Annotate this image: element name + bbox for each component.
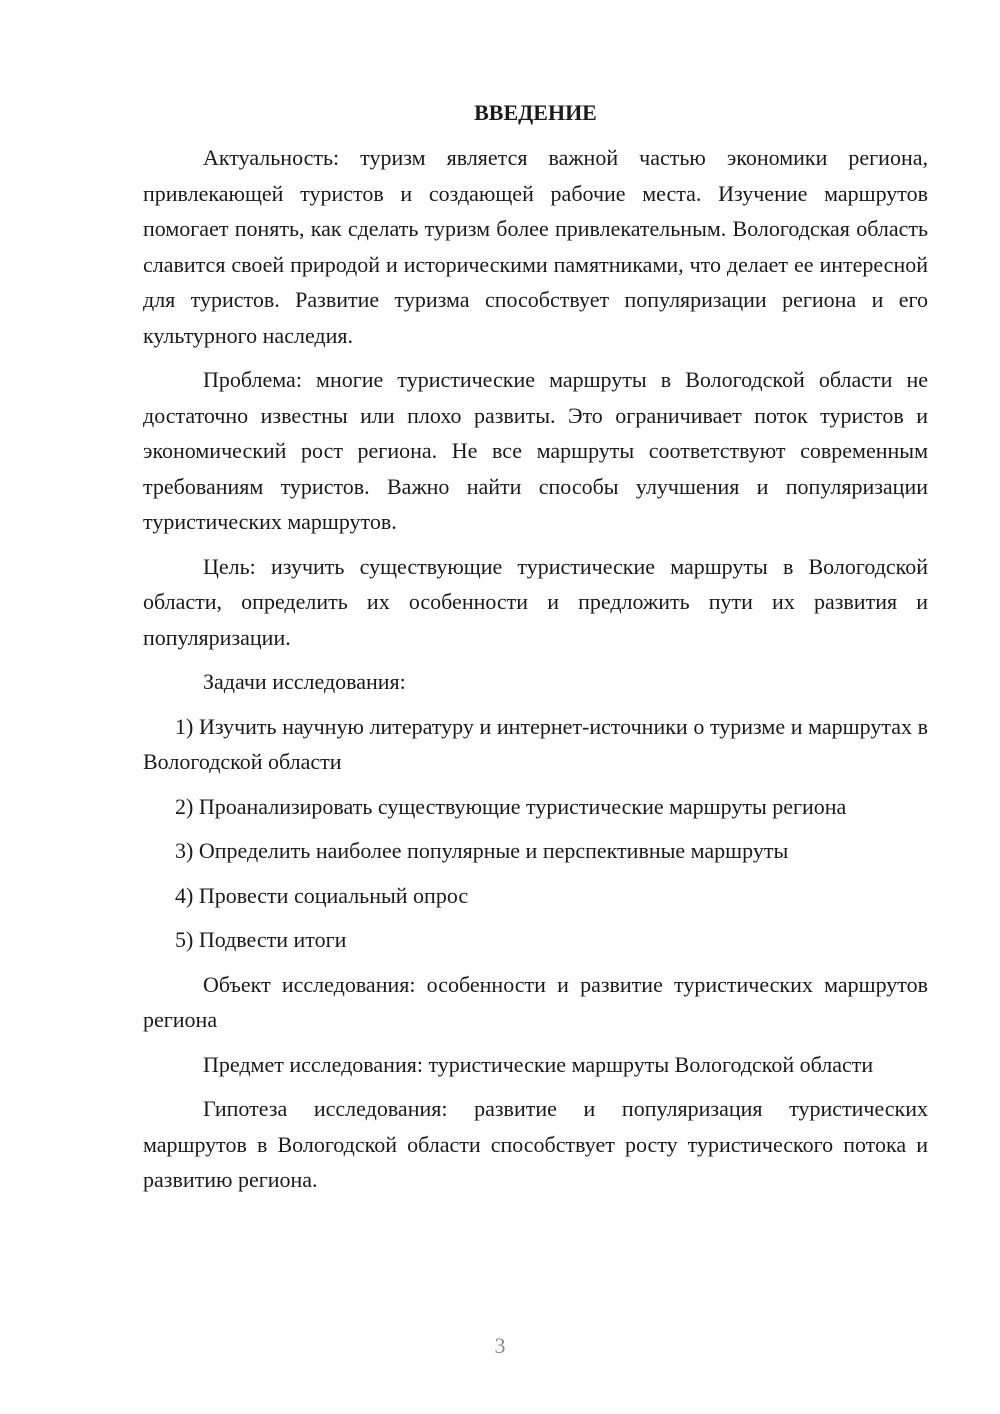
paragraph-object: Объект исследования: особенности и развитие туристических маршрутов региона [143,971,928,1032]
task-item: 1) Изучить научную литературу и интернет-источники о туризме и маршрутах в Вологодской области [143,713,928,774]
paragraph-goal: Цель: изучить существующие туристические маршруты в Вологодской области, определить их особенности и предложить пути их развития и популяризации. [143,553,928,650]
task-item: 3) Определить наиболее популярные и перспективные маршруты [175,838,789,863]
paragraph-hypothesis: Гипотеза исследования: развитие и популяризация туристических маршрутов в Вологодской области способствует росту туристического потока и развитию региона. [143,1096,928,1192]
document-page [143,95,928,1207]
paragraph-tasks-heading: Задачи исследования: [203,669,406,694]
paragraph-relevance: Актуальность: туризм является важной частью экономики региона, привлекающей туристов и создающей рабочие места. Изучение маршрутов помогает понять, как сделать туризм более привлекательным. Вологодская область славится своей природой и историческими памятниками, что делает ее интересной для туристов. Развитие туризма способствует популяризации региона и его культурного наследия. [143,145,928,348]
task-item: 4) Провести социальный опрос [175,882,469,908]
task-item: 5) Подвести итоги [175,927,347,952]
paragraph-subject: Предмет исследования: туристические маршруты Вологодской области [203,1051,874,1077]
paragraph-problem: Проблема: многие туристические маршруты в Вологодской области не достаточно известны или плохо развиты. Это ограничивает поток туристов и экономический рост региона. Не все маршруты соответствуют современным требованиям туристов. Важно найти способы улучшения и популяризации туристических маршрутов. [143,367,928,534]
section-title: ВВЕДЕНИЕ [474,100,597,125]
page-number: 3 [494,1333,506,1358]
task-item: 2) Проанализировать существующие туристические маршруты региона [175,793,847,819]
